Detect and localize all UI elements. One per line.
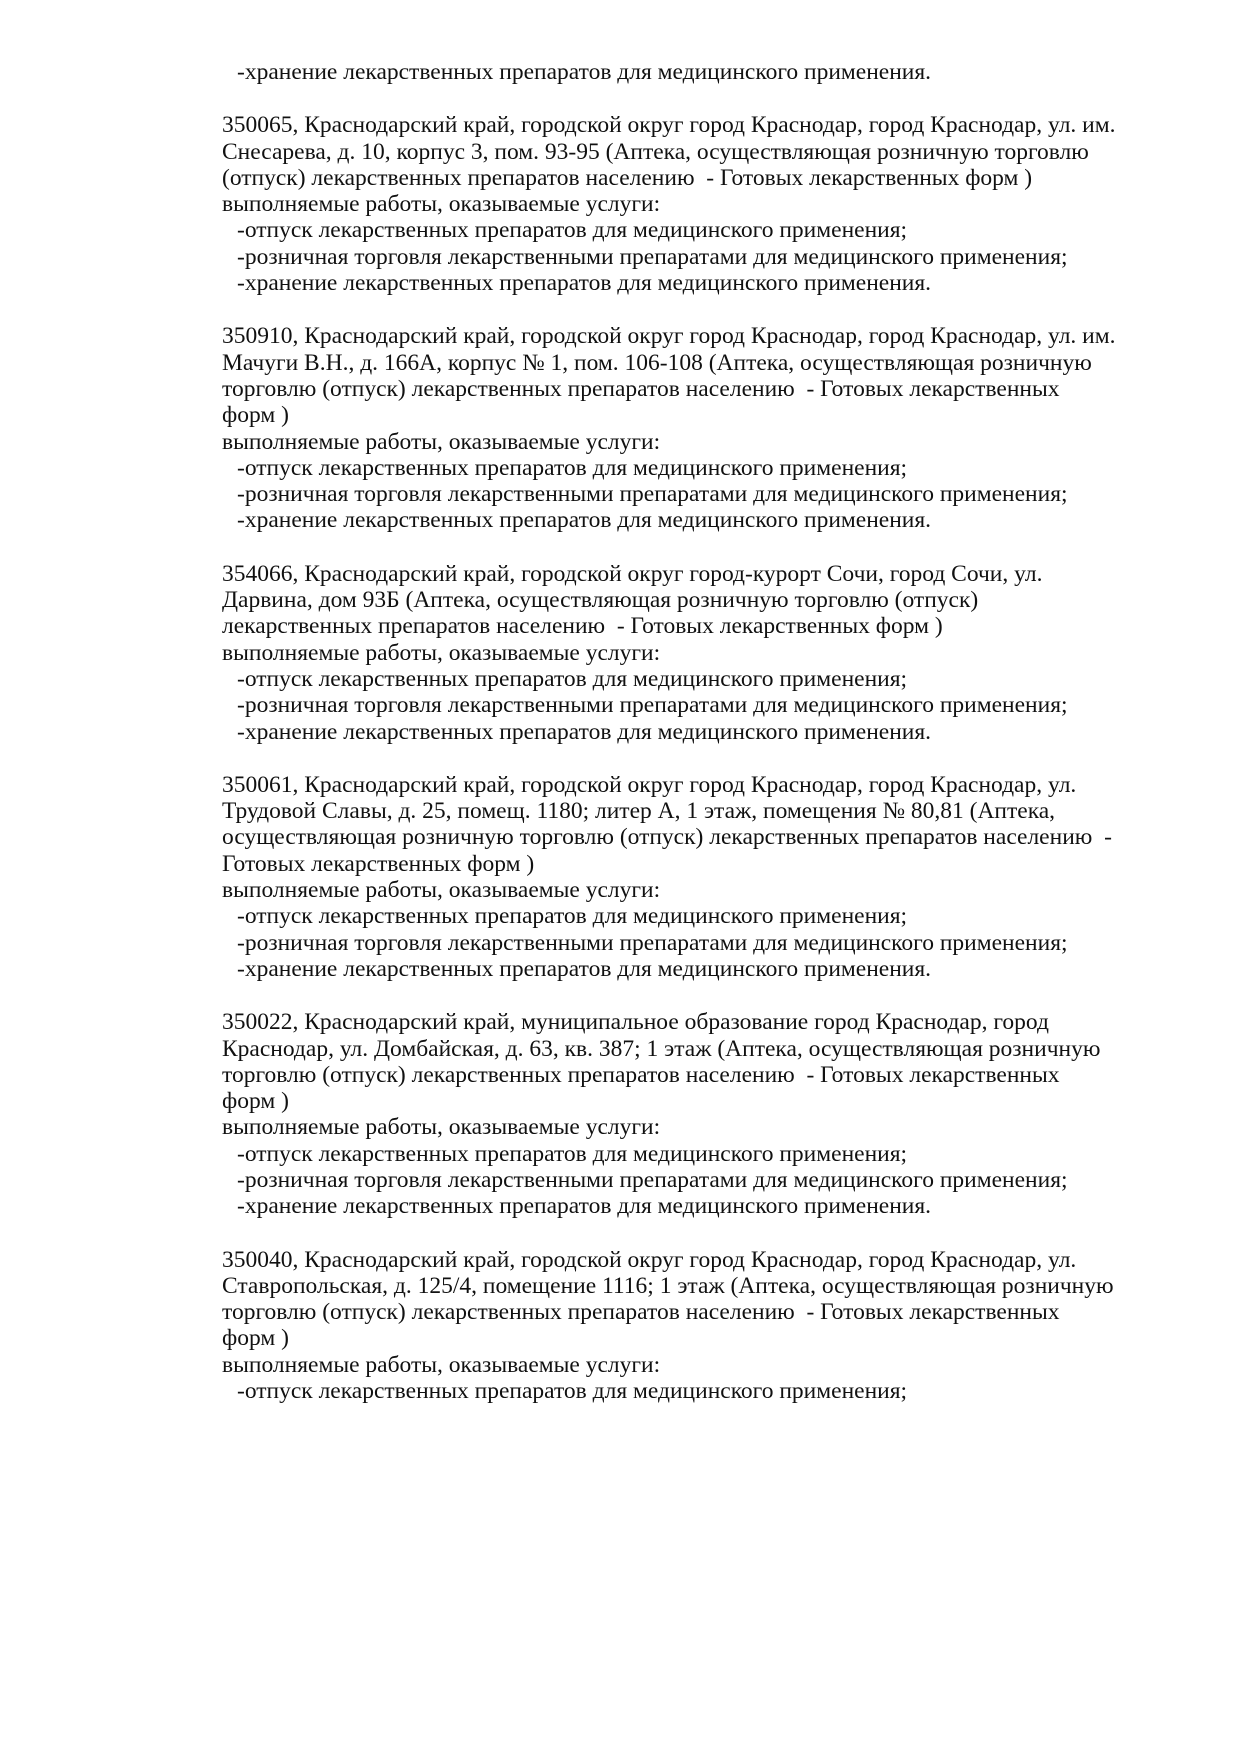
address-line: Краснодар, ул. Домбайская, д. 63, кв. 387; 1 этаж (Аптека, осуществляющая розничную xyxy=(222,1035,1101,1062)
address-line: 350061, Краснодарский край, городской округ город Краснодар, город Краснодар, ул. xyxy=(222,771,1077,798)
address-line: форм ) xyxy=(222,1325,289,1352)
services-heading: выполняемые работы, оказываемые услуги: xyxy=(222,639,661,666)
address-line: Снесарева, д. 10, корпус 3, пом. 93-95 (Аптека, осуществляющая розничную торговлю xyxy=(222,138,1089,165)
address-line: торговлю (отпуск) лекарственных препаратов населению - Готовых лекарственных xyxy=(222,375,1060,402)
service-item: -хранение лекарственных препаратов для медицинского применения. xyxy=(237,955,932,982)
service-item: -розничная торговля лекарственными препаратами для медицинского применения; xyxy=(237,1166,1068,1193)
address-line: 350040, Краснодарский край, городской округ город Краснодар, город Краснодар, ул. xyxy=(222,1246,1077,1273)
address-line: Мачуги В.Н., д. 166А, корпус № 1, пом. 106-108 (Аптека, осуществляющая розничную xyxy=(222,349,1092,376)
address-line: форм ) xyxy=(222,1088,289,1115)
service-item: -розничная торговля лекарственными препаратами для медицинского применения; xyxy=(237,481,1068,508)
service-item: -отпуск лекарственных препаратов для медицинского применения; xyxy=(237,454,908,481)
service-item: -отпуск лекарственных препаратов для медицинского применения; xyxy=(237,1378,908,1405)
address-line: торговлю (отпуск) лекарственных препаратов населению - Готовых лекарственных xyxy=(222,1061,1060,1088)
address-line: торговлю (отпуск) лекарственных препаратов населению - Готовых лекарственных xyxy=(222,1299,1060,1326)
services-heading: выполняемые работы, оказываемые услуги: xyxy=(222,191,661,218)
address-entry xyxy=(222,1009,1202,1219)
service-item: -хранение лекарственных препаратов для медицинского применения. xyxy=(237,507,932,534)
address-line: форм ) xyxy=(222,402,289,429)
services-heading: выполняемые работы, оказываемые услуги: xyxy=(222,1114,661,1141)
service-item: -отпуск лекарственных препаратов для медицинского применения; xyxy=(237,1140,908,1167)
address-line: Ставропольская, д. 125/4, помещение 1116; 1 этаж (Аптека, осуществляющая розничную xyxy=(222,1272,1114,1299)
address-line: осуществляющая розничную торговлю (отпуск) лекарственных препаратов населению - xyxy=(222,824,1112,851)
address-line: лекарственных препаратов населению - Готовых лекарственных форм ) xyxy=(222,613,943,640)
address-entry xyxy=(222,1247,1202,1405)
address-line: (отпуск) лекарственных препаратов населению - Готовых лекарственных форм ) xyxy=(222,164,1033,191)
document-body xyxy=(222,59,1202,1404)
address-entry xyxy=(222,323,1202,533)
address-line: 350910, Краснодарский край, городской округ город Краснодар, город Краснодар, ул. им. xyxy=(222,323,1116,350)
service-item: -отпуск лекарственных препаратов для медицинского применения; xyxy=(237,665,908,692)
service-item: -хранение лекарственных препаратов для медицинского применения. xyxy=(237,270,932,297)
service-item: -хранение лекарственных препаратов для медицинского применения. xyxy=(237,1193,932,1220)
services-heading: выполняемые работы, оказываемые услуги: xyxy=(222,1351,661,1378)
address-line: 354066, Краснодарский край, городской округ город-курорт Сочи, город Сочи, ул. xyxy=(222,560,1043,587)
address-entry xyxy=(222,561,1202,745)
services-heading: выполняемые работы, оказываемые услуги: xyxy=(222,877,661,904)
service-item: -розничная торговля лекарственными препаратами для медицинского применения; xyxy=(237,929,1068,956)
service-item: -отпуск лекарственных препаратов для медицинского применения; xyxy=(237,217,908,244)
address-entry xyxy=(222,112,1202,296)
address-line: 350022, Краснодарский край, муниципальное образование город Краснодар, город xyxy=(222,1009,1049,1036)
address-line: 350065, Краснодарский край, городской округ город Краснодар, город Краснодар, ул. им. xyxy=(222,112,1116,139)
address-line: Дарвина, дом 93Б (Аптека, осуществляющая розничную торговлю (отпуск) xyxy=(222,587,979,614)
service-item: -хранение лекарственных препаратов для медицинского применения. xyxy=(237,59,932,85)
service-item: -розничная торговля лекарственными препаратами для медицинского применения; xyxy=(237,243,1068,270)
address-line: Трудовой Славы, д. 25, помещ. 1180; литер А, 1 этаж, помещения № 80,81 (Аптека, xyxy=(222,798,1056,825)
service-item: -отпуск лекарственных препаратов для медицинского применения; xyxy=(237,903,908,930)
service-item: -хранение лекарственных препаратов для медицинского применения. xyxy=(237,718,932,745)
address-entry xyxy=(222,772,1202,982)
service-item: -розничная торговля лекарственными препаратами для медицинского применения; xyxy=(237,692,1068,719)
services-heading: выполняемые работы, оказываемые услуги: xyxy=(222,428,661,455)
address-line: Готовых лекарственных форм ) xyxy=(222,850,535,877)
